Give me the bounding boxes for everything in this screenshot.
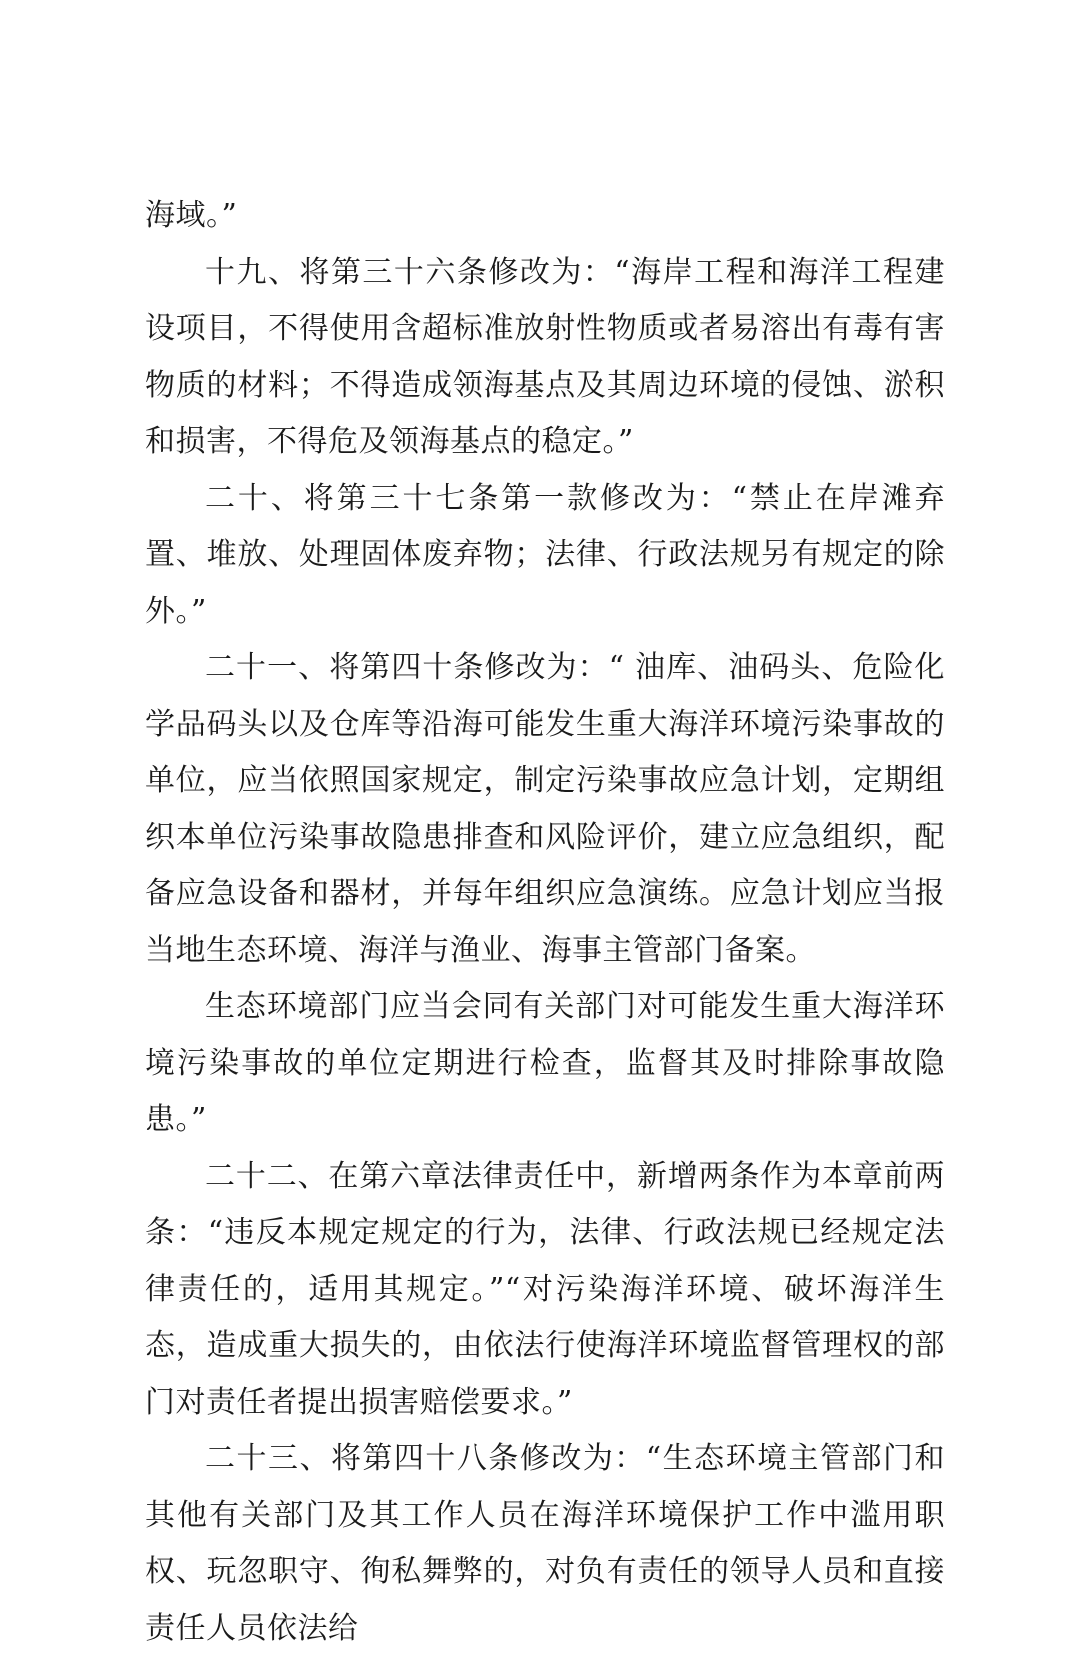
- paragraph-item-20: 二十、将第三十七条第一款修改为：“禁止在岸滩弃置、堆放、处理固体废弃物；法律、行政法规另有规定的除外。”: [145, 480, 945, 629]
- paragraph-item-21: 二十一、将第四十条修改为：“ 油库、油码头、危险化学品码头以及仓库等沿海可能发生重大海洋环境污染事故的单位，应当依照国家规定，制定污染事故应急计划，定期组织本单位污染事故隐患排查和风险评价，建立应急组织，配备应急设备和器材，并每年组织应急演练。应急计划应当报当地生态环境、海洋与渔业、海事主管部门备案。: [145, 650, 945, 968]
- paragraph-continuation: 海域。”: [145, 198, 238, 233]
- paragraph-item-22: 二十二、在第六章法律责任中，新增两条作为本章前两条：“违反本规定规定的行为，法律、行政法规已经规定法律责任的，适用其规定。”“对污染海洋环境、破坏海洋生态，造成重大损失的，由依法行使海洋环境监督管理权的部门对责任者提出损害赔偿要求。”: [145, 1158, 945, 1420]
- document-body: [145, 188, 945, 1657]
- paragraph-item-21-part-2: 生态环境部门应当会同有关部门对可能发生重大海洋环境污染事故的单位定期进行检查，监督其及时排除事故隐患。”: [145, 989, 945, 1137]
- paragraph-item-19: 十九、将第三十六条修改为：“海岸工程和海洋工程建设项目，不得使用含超标准放射性物质或者易溶出有毒有害物质的材料；不得造成领海基点及其周边环境的侵蚀、淤积和损害，不得危及领海基点的稳定。”: [145, 254, 945, 459]
- paragraph-item-23: 二十三、将第四十八条修改为：“生态环境主管部门和其他有关部门及其工作人员在海洋环境保护工作中滥用职权、玩忽职守、徇私舞弊的，对负有责任的领导人员和直接责任人员依法给: [145, 1441, 945, 1646]
